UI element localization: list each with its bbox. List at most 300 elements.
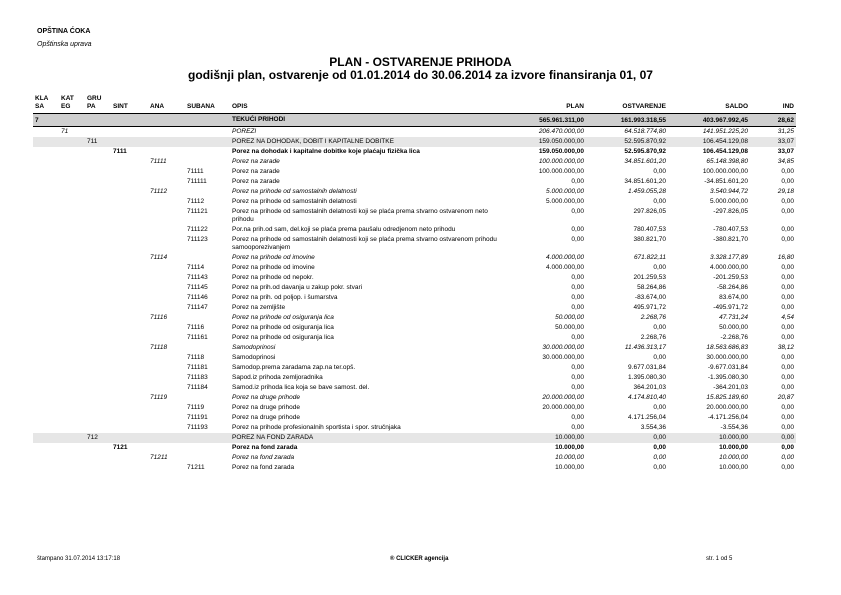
table-row bbox=[33, 413, 796, 423]
ana-cell bbox=[148, 323, 185, 333]
kategorija-cell bbox=[59, 413, 85, 423]
grupa-cell bbox=[85, 403, 111, 413]
ana-cell: 71116 bbox=[150, 313, 168, 321]
sint-cell bbox=[111, 253, 148, 263]
sint-cell bbox=[111, 403, 148, 413]
grupa-cell bbox=[85, 303, 111, 313]
table-row bbox=[33, 167, 796, 177]
saldo-cell: -9.677.031,84 bbox=[707, 363, 748, 371]
saldo-cell: 18.563.686,83 bbox=[706, 343, 748, 351]
subana-cell bbox=[185, 114, 230, 127]
ana-cell bbox=[148, 177, 185, 187]
opis-cell: Porez na prihode od osiguranja lica bbox=[232, 333, 334, 341]
ana-cell bbox=[148, 293, 185, 303]
table-row bbox=[33, 393, 796, 403]
ostvarenje-cell: 780.407,53 bbox=[633, 225, 666, 233]
ostvarenje-cell: 2.268,76 bbox=[640, 313, 666, 321]
plan-cell: 0,00 bbox=[571, 225, 584, 233]
klasa-cell bbox=[33, 333, 59, 343]
subana-cell bbox=[185, 443, 230, 453]
col-header-kategorija: KAT EG bbox=[59, 95, 85, 114]
sint-cell bbox=[111, 293, 148, 303]
ostvarenje-cell: 64.518.774,80 bbox=[624, 127, 666, 135]
grupa-cell bbox=[85, 197, 111, 207]
ind-cell: 0,00 bbox=[781, 403, 794, 411]
opis-cell: Porez na fond zarada bbox=[232, 453, 295, 461]
ana-cell: 71119 bbox=[150, 393, 168, 401]
grupa-cell bbox=[85, 373, 111, 383]
plan-cell: 0,00 bbox=[571, 235, 584, 243]
plan-cell: 4.000.000,00 bbox=[546, 253, 584, 261]
ind-cell: 0,00 bbox=[781, 453, 794, 461]
table-header-row bbox=[33, 95, 796, 114]
table-row bbox=[33, 323, 796, 333]
table-row bbox=[33, 197, 796, 207]
sint-cell bbox=[111, 413, 148, 423]
kategorija-cell bbox=[59, 157, 85, 167]
klasa-cell bbox=[33, 197, 59, 207]
sint-cell bbox=[111, 263, 148, 273]
grupa-cell: 711 bbox=[85, 137, 111, 147]
kategorija-cell bbox=[59, 453, 85, 463]
ostvarenje-cell: 1.395.080,30 bbox=[628, 373, 666, 381]
plan-cell: 50.000,00 bbox=[555, 313, 584, 321]
ostvarenje-cell: 364.201,03 bbox=[633, 383, 666, 391]
grupa-cell bbox=[85, 147, 111, 157]
col-header-klasa: KLA SA bbox=[33, 95, 59, 114]
klasa-cell bbox=[33, 147, 59, 157]
ana-cell bbox=[148, 207, 185, 225]
klasa-cell bbox=[33, 303, 59, 313]
ana-cell bbox=[148, 333, 185, 343]
opis-cell: Porez na prihode od osiguranja lica bbox=[232, 313, 334, 321]
opis-cell: Porez na dohodak i kapitalne dobitke koje plaćaju fizička lica bbox=[232, 147, 420, 155]
grupa-cell bbox=[85, 177, 111, 187]
ostvarenje-cell: 161.993.318,55 bbox=[586, 114, 668, 127]
ana-cell bbox=[148, 463, 185, 473]
grupa-cell bbox=[85, 157, 111, 167]
ind-cell: 0,00 bbox=[781, 263, 794, 271]
opis-cell: POREZI bbox=[232, 127, 257, 135]
ana-cell bbox=[148, 283, 185, 293]
opis-cell: Porez na zarade bbox=[232, 167, 280, 175]
saldo-cell: 3.540.944,72 bbox=[710, 187, 748, 195]
subana-cell bbox=[185, 137, 230, 147]
sint-cell bbox=[111, 273, 148, 283]
plan-cell: 0,00 bbox=[571, 363, 584, 371]
opis-cell: Porez na prihode od osiguranja lica bbox=[232, 323, 334, 331]
kategorija-cell bbox=[59, 333, 85, 343]
ana-cell bbox=[148, 197, 185, 207]
kategorija-cell bbox=[59, 197, 85, 207]
klasa-cell bbox=[33, 167, 59, 177]
ana-cell bbox=[148, 273, 185, 283]
klasa-cell bbox=[33, 126, 59, 137]
ostvarenje-cell: 34.851.601,20 bbox=[624, 177, 666, 185]
kategorija-cell bbox=[59, 423, 85, 433]
klasa-cell bbox=[33, 235, 59, 253]
klasa-cell bbox=[33, 293, 59, 303]
table-body bbox=[33, 114, 796, 473]
ostvarenje-cell: 4.174.810,40 bbox=[628, 393, 666, 401]
saldo-cell: -297.826,05 bbox=[713, 207, 748, 215]
kategorija-cell bbox=[59, 225, 85, 235]
saldo-cell: -201.259,53 bbox=[713, 273, 748, 281]
opis-cell: Samodoprinosi bbox=[232, 343, 276, 351]
col-header-grupa: GRU PA bbox=[85, 95, 111, 114]
ana-cell bbox=[148, 126, 185, 137]
plan-cell: 30.000.000,00 bbox=[542, 343, 584, 351]
kategorija-cell bbox=[59, 235, 85, 253]
plan-cell: 0,00 bbox=[571, 373, 584, 381]
plan-cell: 0,00 bbox=[571, 207, 584, 215]
subana-cell: 711183 bbox=[187, 373, 208, 381]
klasa-cell bbox=[33, 253, 59, 263]
saldo-cell: 83.674,00 bbox=[719, 293, 748, 301]
table-row bbox=[33, 333, 796, 343]
table-row bbox=[33, 263, 796, 273]
subana-cell: 711123 bbox=[187, 235, 208, 243]
klasa-cell bbox=[33, 363, 59, 373]
ostvarenje-cell: 9.677.031,84 bbox=[628, 363, 666, 371]
table-row bbox=[33, 157, 796, 167]
plan-cell: 0,00 bbox=[571, 383, 584, 391]
ostvarenje-cell: 0,00 bbox=[653, 167, 666, 175]
subana-cell: 71118 bbox=[187, 353, 205, 361]
opis-cell: Porez na prihode od samostalnih delatnosti bbox=[232, 187, 357, 195]
ind-cell: 0,00 bbox=[781, 333, 794, 341]
opis-cell: Samod.iz prihoda lica koja se bave samost. del. bbox=[232, 383, 370, 391]
kategorija-cell bbox=[59, 463, 85, 473]
grupa-cell bbox=[85, 443, 111, 453]
subana-cell: 711184 bbox=[187, 383, 208, 391]
ostvarenje-cell: 34.851.601,20 bbox=[624, 157, 666, 165]
table-row bbox=[33, 147, 796, 157]
ind-cell: 20,87 bbox=[777, 393, 794, 401]
saldo-cell: 15.825.189,60 bbox=[706, 393, 748, 401]
ostvarenje-cell: 58.264,86 bbox=[637, 283, 666, 291]
ind-cell: 31,25 bbox=[777, 127, 794, 135]
klasa-cell bbox=[33, 423, 59, 433]
plan-cell: 10.000,00 bbox=[555, 443, 584, 451]
ostvarenje-cell: 0,00 bbox=[653, 197, 666, 205]
sint-cell bbox=[111, 177, 148, 187]
sint-cell bbox=[111, 157, 148, 167]
subana-cell: 711143 bbox=[187, 273, 208, 281]
opis-cell: Porez na zarade bbox=[232, 157, 280, 165]
sint-cell bbox=[111, 433, 148, 443]
ind-cell: 0,00 bbox=[781, 293, 794, 301]
grupa-cell bbox=[85, 293, 111, 303]
ostvarenje-cell: 11.436.313,17 bbox=[624, 343, 666, 351]
sint-cell bbox=[111, 137, 148, 147]
saldo-cell: 20.000.000,00 bbox=[706, 403, 748, 411]
grupa-cell bbox=[85, 235, 111, 253]
ana-cell: 71111 bbox=[150, 157, 167, 165]
sint-cell bbox=[111, 323, 148, 333]
sint-cell bbox=[111, 197, 148, 207]
subana-cell bbox=[185, 187, 230, 197]
sint-cell bbox=[111, 343, 148, 353]
ostvarenje-cell: 0,00 bbox=[653, 443, 666, 451]
table-row bbox=[33, 177, 796, 187]
klasa-cell bbox=[33, 373, 59, 383]
ostvarenje-cell: 0,00 bbox=[653, 463, 666, 471]
ind-cell: 0,00 bbox=[781, 225, 794, 233]
subana-cell bbox=[185, 147, 230, 157]
table-row bbox=[33, 403, 796, 413]
col-header-sint: SINT bbox=[111, 95, 148, 114]
plan-cell: 0,00 bbox=[571, 333, 584, 341]
subana-cell: 71114 bbox=[187, 263, 205, 271]
table-row bbox=[33, 225, 796, 235]
ind-cell: 0,00 bbox=[781, 443, 794, 451]
ind-cell: 34,85 bbox=[777, 157, 794, 165]
kategorija-cell bbox=[59, 207, 85, 225]
klasa-cell bbox=[33, 263, 59, 273]
kategorija-cell bbox=[59, 353, 85, 363]
table-row bbox=[33, 137, 796, 147]
saldo-cell: -495.971,72 bbox=[713, 303, 748, 311]
ostvarenje-cell: 52.595.870,92 bbox=[624, 147, 666, 155]
kategorija-cell bbox=[59, 443, 85, 453]
ostvarenje-cell: 0,00 bbox=[653, 403, 666, 411]
sint-cell bbox=[111, 453, 148, 463]
klasa-cell bbox=[33, 353, 59, 363]
ana-cell bbox=[148, 235, 185, 253]
klasa-cell bbox=[33, 137, 59, 147]
ana-cell bbox=[148, 383, 185, 393]
sint-cell: 7111 bbox=[113, 147, 127, 155]
plan-cell: 206.470.000,00 bbox=[538, 127, 584, 135]
table-row bbox=[33, 433, 796, 443]
table-row bbox=[33, 453, 796, 463]
ostvarenje-cell: 0,00 bbox=[653, 263, 666, 271]
grupa-cell bbox=[85, 343, 111, 353]
plan-cell: 0,00 bbox=[571, 283, 584, 291]
table-row bbox=[33, 373, 796, 383]
plan-cell: 0,00 bbox=[571, 293, 584, 301]
kategorija-cell bbox=[59, 253, 85, 263]
ind-cell: 0,00 bbox=[781, 423, 794, 431]
grupa-cell: 712 bbox=[85, 433, 111, 443]
ind-cell: 33,07 bbox=[750, 137, 796, 147]
saldo-cell: -58.264,86 bbox=[716, 283, 748, 291]
kategorija-cell bbox=[59, 323, 85, 333]
col-header-ind: IND bbox=[750, 95, 796, 114]
kategorija-cell bbox=[59, 167, 85, 177]
saldo-cell: 50.000,00 bbox=[719, 323, 748, 331]
ind-cell: 0,00 bbox=[781, 235, 794, 243]
sint-cell bbox=[111, 207, 148, 225]
kategorija-cell bbox=[59, 313, 85, 323]
ostvarenje-cell: 495.971,72 bbox=[633, 303, 666, 311]
klasa-cell bbox=[33, 157, 59, 167]
table-row bbox=[33, 114, 796, 127]
plan-cell: 159.050.000,00 bbox=[505, 137, 586, 147]
opis-cell: Porez na zarade bbox=[232, 177, 280, 185]
grupa-cell bbox=[85, 283, 111, 293]
ana-cell bbox=[148, 443, 185, 453]
ana-cell bbox=[148, 147, 185, 157]
ana-cell bbox=[148, 403, 185, 413]
saldo-cell: -380.821,70 bbox=[713, 235, 748, 243]
report-subtitle: godišnji plan, ostvarenje od 01.01.2014 do 30.06.2014 za izvore finansiranja 01, 07 bbox=[188, 68, 653, 82]
ind-cell: 38,12 bbox=[777, 343, 794, 351]
saldo-cell: -4.171.256,04 bbox=[707, 413, 748, 421]
subana-cell: 711146 bbox=[187, 293, 208, 301]
opis-cell: Porez na prihode od samostalnih delatnosti koji se plaća prema stvarno ostvarenom neto prihodu bbox=[232, 207, 488, 223]
sint-cell bbox=[111, 333, 148, 343]
opis-cell: Porez na druge prihode bbox=[232, 403, 300, 411]
opis-cell: Por.na prih.od sam, del.koji se plaća prema paušalu odredjenom neto prihodu bbox=[232, 225, 456, 233]
subana-cell: 71111 bbox=[187, 167, 204, 175]
grupa-cell bbox=[85, 114, 111, 127]
subana-cell: 711193 bbox=[187, 423, 208, 431]
klasa-cell bbox=[33, 273, 59, 283]
ostvarenje-cell: 0,00 bbox=[586, 433, 668, 443]
table-row bbox=[33, 443, 796, 453]
ind-cell: 0,00 bbox=[781, 323, 794, 331]
klasa-cell bbox=[33, 187, 59, 197]
col-header-opis: OPIS bbox=[230, 95, 505, 114]
ostvarenje-cell: 3.554,36 bbox=[640, 423, 666, 431]
grupa-cell bbox=[85, 253, 111, 263]
kategorija-cell bbox=[59, 147, 85, 157]
grupa-cell bbox=[85, 187, 111, 197]
table-row bbox=[33, 343, 796, 353]
plan-cell: 0,00 bbox=[571, 273, 584, 281]
col-header-ostvarenje: OSTVARENJE bbox=[586, 95, 668, 114]
ana-cell bbox=[148, 137, 185, 147]
sint-cell bbox=[111, 353, 148, 363]
grupa-cell bbox=[85, 463, 111, 473]
opis-cell: Porez na prihode od imovine bbox=[232, 263, 315, 271]
ana-cell bbox=[148, 225, 185, 235]
subana-cell bbox=[185, 313, 230, 323]
print-timestamp: štampano 31.07.2014 13:17:18 bbox=[37, 556, 121, 562]
opis-cell: Porez na prihode od samostalnih delatnosti bbox=[232, 197, 357, 205]
plan-cell: 50.000,00 bbox=[555, 323, 584, 331]
saldo-cell: 47.731,24 bbox=[719, 313, 748, 321]
ind-cell: 0,00 bbox=[781, 273, 794, 281]
plan-cell: 159.050.000,00 bbox=[538, 147, 584, 155]
subana-cell: 711145 bbox=[187, 283, 208, 291]
grupa-cell bbox=[85, 126, 111, 137]
kategorija-cell bbox=[59, 383, 85, 393]
grupa-cell bbox=[85, 423, 111, 433]
subana-cell bbox=[185, 343, 230, 353]
kategorija-cell bbox=[59, 114, 85, 127]
kategorija-cell bbox=[59, 303, 85, 313]
table-row bbox=[33, 303, 796, 313]
kategorija-cell bbox=[59, 403, 85, 413]
saldo-cell: -780.407,53 bbox=[713, 225, 748, 233]
ind-cell: 0,00 bbox=[781, 207, 794, 215]
plan-cell: 100.000.000,00 bbox=[538, 167, 584, 175]
grupa-cell bbox=[85, 363, 111, 373]
opis-cell: Porez na fond zarada bbox=[232, 443, 298, 451]
opis-cell: POREZ NA FOND ZARADA bbox=[230, 433, 505, 443]
subana-cell: 711122 bbox=[187, 225, 208, 233]
saldo-cell: -1.395.080,30 bbox=[707, 373, 748, 381]
klasa-cell bbox=[33, 343, 59, 353]
ostvarenje-cell: 0,00 bbox=[653, 453, 666, 461]
saldo-cell: -2.268,76 bbox=[720, 333, 748, 341]
col-header-plan: PLAN bbox=[505, 95, 586, 114]
saldo-cell: 10.000,00 bbox=[668, 433, 750, 443]
kategorija-cell bbox=[59, 283, 85, 293]
col-header-subana: SUBANA bbox=[185, 95, 230, 114]
grupa-cell bbox=[85, 333, 111, 343]
subana-cell bbox=[185, 253, 230, 263]
sint-cell bbox=[111, 383, 148, 393]
ana-cell bbox=[148, 263, 185, 273]
ind-cell: 0,00 bbox=[781, 383, 794, 391]
plan-cell: 100.000.000,00 bbox=[538, 157, 584, 165]
table-row bbox=[33, 187, 796, 197]
opis-cell: Porez na prihode od samostalnih delatnosti koji se plaća prema stvarno ostvarenom prihodu samooporezivanjem bbox=[232, 235, 497, 251]
subana-cell bbox=[185, 453, 230, 463]
page-indicator: str. 1 od 5 bbox=[706, 556, 733, 562]
kategorija-cell bbox=[59, 137, 85, 147]
sint-cell bbox=[111, 423, 148, 433]
saldo-cell: 10.000,00 bbox=[719, 453, 748, 461]
ostvarenje-cell: 0,00 bbox=[653, 323, 666, 331]
ind-cell: 33,07 bbox=[777, 147, 794, 155]
ostvarenje-cell: 297.826,05 bbox=[633, 207, 666, 215]
grupa-cell bbox=[85, 413, 111, 423]
plan-cell: 20.000.000,00 bbox=[542, 393, 584, 401]
kategorija-cell bbox=[59, 273, 85, 283]
ind-cell: 0,00 bbox=[781, 353, 794, 361]
klasa-cell bbox=[33, 283, 59, 293]
ind-cell: 0,00 bbox=[781, 167, 794, 175]
ind-cell: 28,62 bbox=[750, 114, 796, 127]
sint-cell bbox=[111, 313, 148, 323]
klasa-cell bbox=[33, 453, 59, 463]
opis-cell: Samodoprinosi bbox=[232, 353, 276, 361]
plan-cell: 10.000,00 bbox=[555, 453, 584, 461]
ana-cell bbox=[148, 363, 185, 373]
opis-cell: Sapod.iz prihoda zemljoradnika bbox=[232, 373, 323, 381]
subana-cell bbox=[185, 433, 230, 443]
saldo-cell: 100.000.000,00 bbox=[702, 167, 748, 175]
grupa-cell bbox=[85, 393, 111, 403]
saldo-cell: 4.000.000,00 bbox=[710, 263, 748, 271]
sint-cell bbox=[111, 225, 148, 235]
opis-cell: Porez na fond zarada bbox=[232, 463, 295, 471]
ostvarenje-cell: 201.259,53 bbox=[633, 273, 666, 281]
saldo-cell: 403.967.992,45 bbox=[668, 114, 750, 127]
saldo-cell: -364.201,03 bbox=[713, 383, 748, 391]
ind-cell: 0,00 bbox=[781, 197, 794, 205]
subana-cell: 711111 bbox=[187, 177, 207, 185]
opis-cell: Porez na prih.od davanja u zakup pokr. stvari bbox=[232, 283, 363, 291]
subana-cell: 71119 bbox=[187, 403, 205, 411]
ind-cell: 16,80 bbox=[777, 253, 794, 261]
saldo-cell: 10.000,00 bbox=[719, 443, 748, 451]
klasa-cell bbox=[33, 225, 59, 235]
grupa-cell bbox=[85, 353, 111, 363]
ostvarenje-cell: 380.821,70 bbox=[633, 235, 666, 243]
table-row bbox=[33, 293, 796, 303]
opis-cell: TEKUĆI PRIHODI bbox=[230, 114, 505, 127]
saldo-cell: 30.000.000,00 bbox=[706, 353, 748, 361]
grupa-cell bbox=[85, 207, 111, 225]
plan-cell: 10.000,00 bbox=[555, 463, 584, 471]
kategorija-cell bbox=[59, 263, 85, 273]
